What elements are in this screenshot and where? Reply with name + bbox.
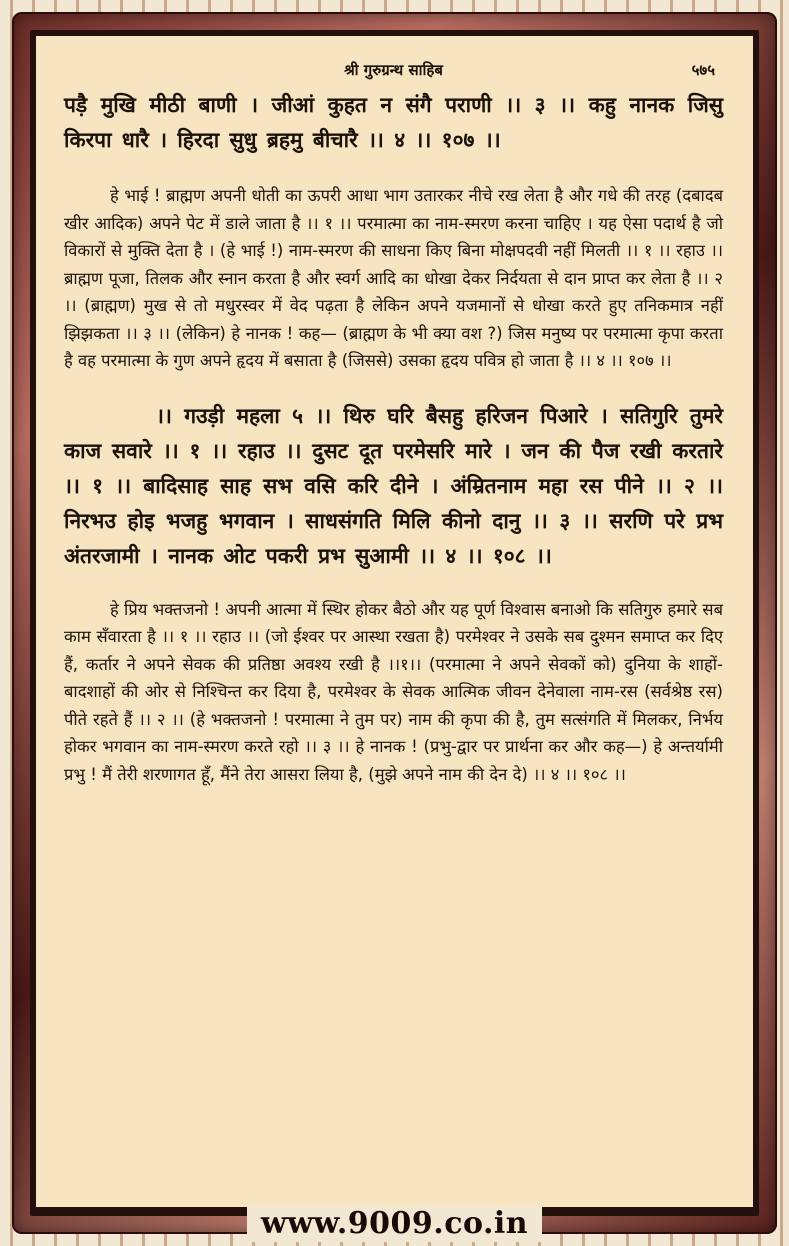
page-number: ५७५	[691, 61, 715, 79]
shabad-verse-108: ।। गउड़ी महला ५ ।। थिरु घरि बैसहु हरिजन पिआरे । सतिगुरि तुमरे काज सवारे ।। १ ।। रहाउ ।। दुसट दूत परमेसरि मारे । जन की पैज रखी करतारे ।। १ ।। बादिसाह साह सभ वसि करि दीने । अंम्रितनाम महा रस पीने ।। २ ।। निरभउ होइ भजहु भगवान । साधसंगति मिलि कीनो दानु ।। ३ ।। सरणि परे प्रभ अंतरजामी । नानक ओट पकरी प्रभ सुआमी ।। ४ ।। १०८ ।।	[64, 403, 723, 568]
website-link[interactable]: www.9009.co.in	[247, 1206, 542, 1242]
page-title: श्री गुरुग्रन्थ साहिब	[344, 61, 443, 79]
translation-107: हे भाई ! ब्राह्मण अपनी धोती का ऊपरी आधा भाग उतारकर नीचे रख लेता है और गधे की तरह (दबादब खीर आदिक) अपने पेट में डाले जाता है ।। १ ।। परमात्मा का नाम-स्मरण करना चाहिए । यह ऐसा पदार्थ है जो विकारों से मुक्ति देता है । (हे भाई !) नाम-स्मरण की साधना किए बिना मोक्षपदवी नहीं मिलती ।। १ ।। रहाउ ।। ब्राह्मण पूजा, तिलक और स्नान करता है और स्वर्ग आदि का धोखा देकर निर्दयता से दान प्राप्त कर लेता है ।। २ ।। (ब्राह्मण) मुख से तो मधुरस्वर में वेद पढ़ता है लेकिन अपने यजमानों से धोखा करते हुए तनिकमात्र नहीं झिझकता ।। ३ ।। (लेकिन) हे नानक ! कह— (ब्राह्मण के भी क्या वश ?) जिस मनुष्य पर परमात्मा कृपा करता है वह परमात्मा के गुण अपने हृदय में बसाता है (जिससे) उसका हृदय पवित्र हो जाता है ।। ४ ।। १०७ ।।	[64, 186, 723, 370]
scripture-page	[36, 36, 753, 1207]
shabad-verse-107: पड़ै मुखि मीठी बाणी । जीआं कुहत न संगै पराणी ।। ३ ।। कहु नानक जिसु किरपा धारै । हिरदा सुधु ब्रहमु बीचारै ।। ४ ।। १०७ ।।	[64, 93, 723, 152]
translation-108: हे प्रिय भक्तजनो ! अपनी आत्मा में स्थिर होकर बैठो और यह पूर्ण विश्वास बनाओ कि सतिगुरु हमारे सब काम सँवारता है ।। १ ।। रहाउ ।। (जो ईश्वर पर आस्था रखता है) परमेश्वर ने उसके सब दुश्मन समाप्त कर दिए हैं, कर्तार ने अपने सेवक की प्रतिष्ठा अवश्य रखी है ।।१।। (परमात्मा ने अपने सेवकों को) दुनिया के शाहों-बादशाहों की ओर से निश्चिन्त कर दिया है, परमेश्वर के सेवक आत्मिक जीवन देनेवाला नाम-रस (सर्वश्रेष्ठ रस) पीते रहते हैं ।। २ ।। (हे भक्तजनो ! परमात्मा ने तुम पर) नाम की कृपा की है, तुम सत्संगति में मिलकर, निर्भय होकर भगवान का नाम-स्मरण करते रहो ।। ३ ।। हे नानक ! (प्रभु-द्वार पर प्रार्थना कर और कह—) हे अन्तर्यामी प्रभु ! मैं तेरी शरणागत हूँ, मैंने तेरा आसरा लिया है, (मुझे अपने नाम की देन दे) ।। ४ ।। १०८ ।।	[64, 599, 723, 784]
page-header	[64, 56, 723, 86]
footer	[0, 1202, 789, 1246]
